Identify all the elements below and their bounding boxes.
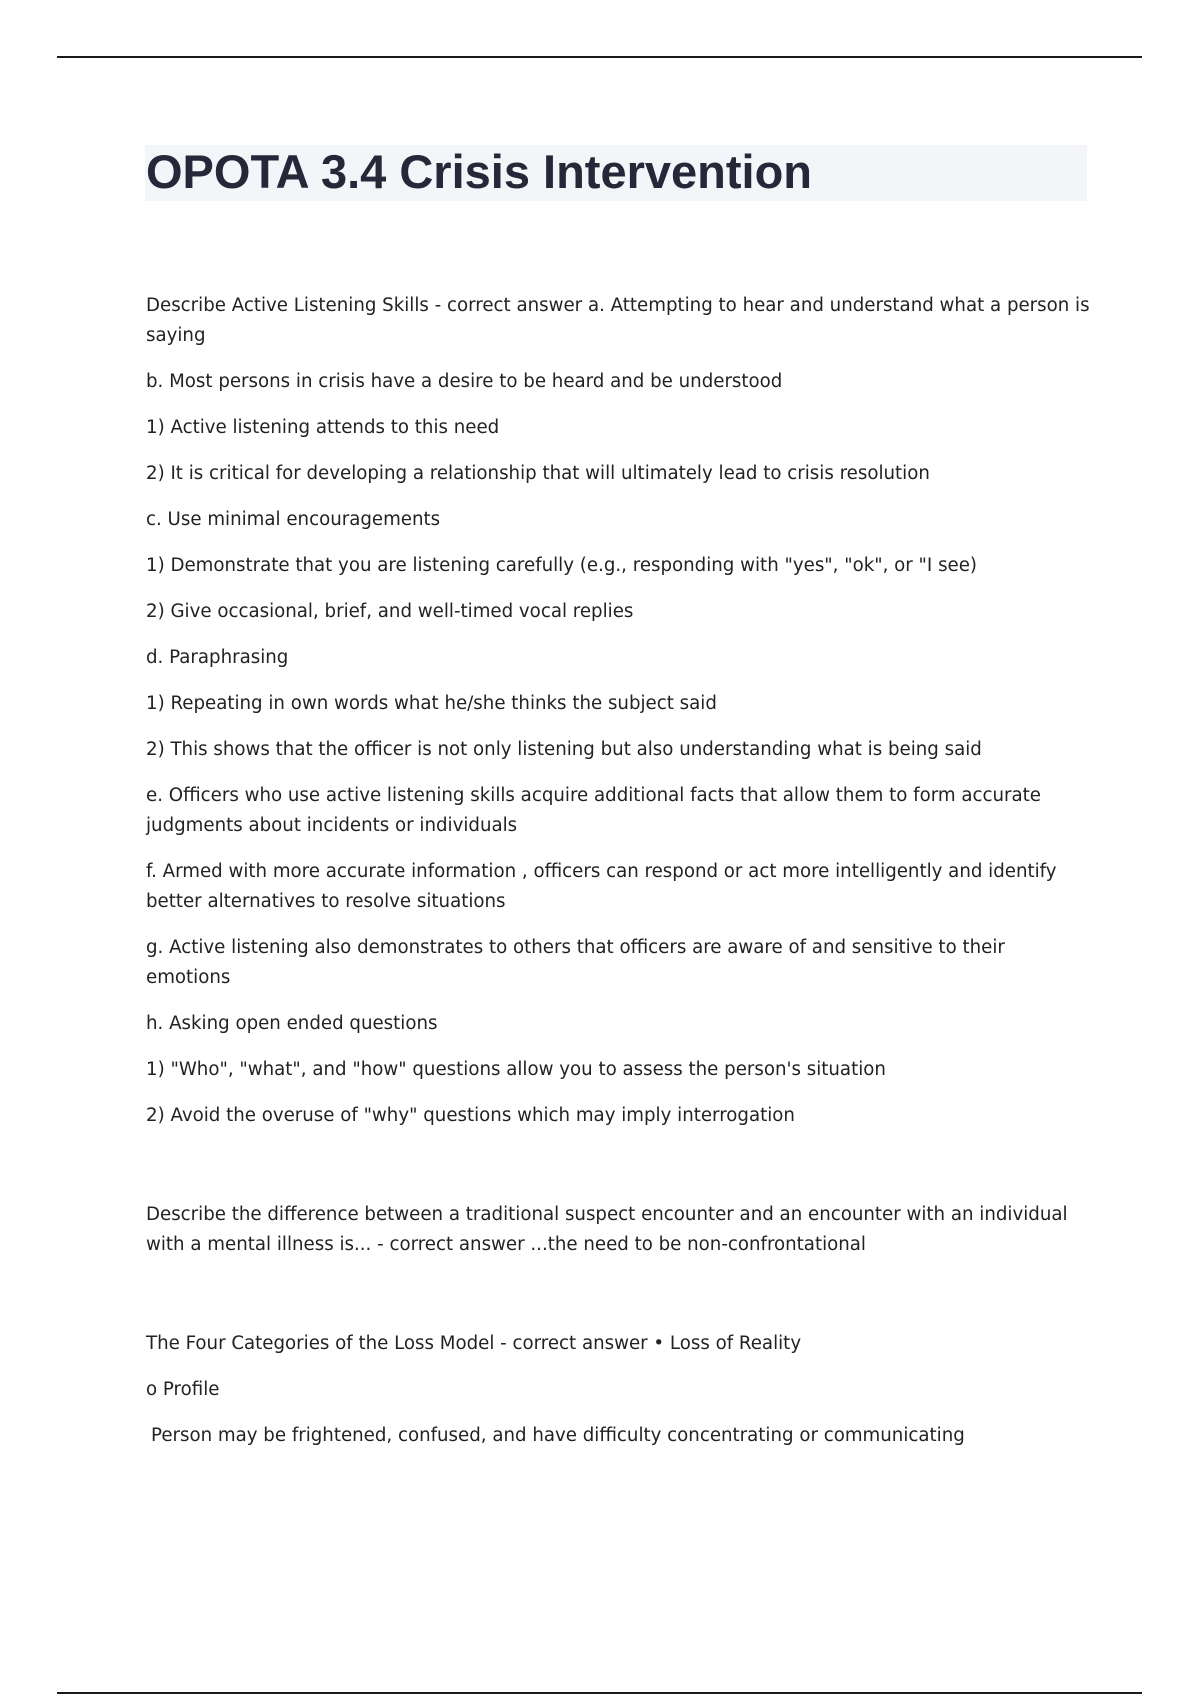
answer-line: 2) This shows that the officer is not only listening but also understanding what is being said [146, 739, 982, 760]
answer-line: e. Officers who use active listening skills acquire additional facts that allow them to form accurate judgments about incidents or individuals [146, 785, 1041, 836]
answer-line: Person may be frightened, confused, and have difficulty concentrating or communicating [151, 1425, 965, 1446]
answer-line: 1) Repeating in own words what he/she thinks the subject said [146, 693, 717, 714]
answer-line: 1) Demonstrate that you are listening carefully (e.g., responding with "yes", "ok", or "I see) [146, 555, 978, 576]
answer-line: 2) Give occasional, brief, and well-timed vocal replies [146, 601, 634, 622]
answer-line: b. Most persons in crisis have a desire to be heard and be understood [146, 371, 783, 392]
answer-line: d. Paraphrasing [146, 647, 289, 668]
bottom-divider [57, 1692, 1142, 1694]
qa-active-listening [146, 291, 1092, 1131]
answer-line: h. Asking open ended questions [146, 1013, 438, 1034]
qa-loss-model [146, 1329, 1092, 1451]
question-line: The Four Categories of the Loss Model - correct answer • Loss of Reality [146, 1333, 802, 1354]
answer-line: 2) Avoid the overuse of "why" questions which may imply interrogation [146, 1105, 795, 1126]
answer-line: 2) It is critical for developing a relationship that will ultimately lead to crisis resolution [146, 463, 930, 484]
answer-line: g. Active listening also demonstrates to others that officers are aware of and sensitive to their emotions [146, 937, 1005, 988]
question-line: Describe the difference between a traditional suspect encounter and an encounter with an individual with a mental illness is... - correct answer ...the need to be non-confrontational [146, 1204, 1068, 1255]
document-body [146, 291, 1092, 1520]
question-line: Describe Active Listening Skills - correct answer a. Attempting to hear and understand what a person is saying [146, 295, 1090, 346]
page-title: OPOTA 3.4 Crisis Intervention [146, 145, 812, 198]
answer-line: c. Use minimal encouragements [146, 509, 441, 530]
answer-line: o Profile [146, 1379, 220, 1400]
answer-line: f. Armed with more accurate information , officers can respond or act more intelligently and identify better alternatives to resolve situations [146, 861, 1057, 912]
qa-suspect-encounter [146, 1200, 1092, 1260]
answer-line: 1) "Who", "what", and "how" questions allow you to assess the person's situation [146, 1059, 886, 1080]
answer-line: 1) Active listening attends to this need [146, 417, 500, 438]
top-divider [57, 56, 1142, 58]
